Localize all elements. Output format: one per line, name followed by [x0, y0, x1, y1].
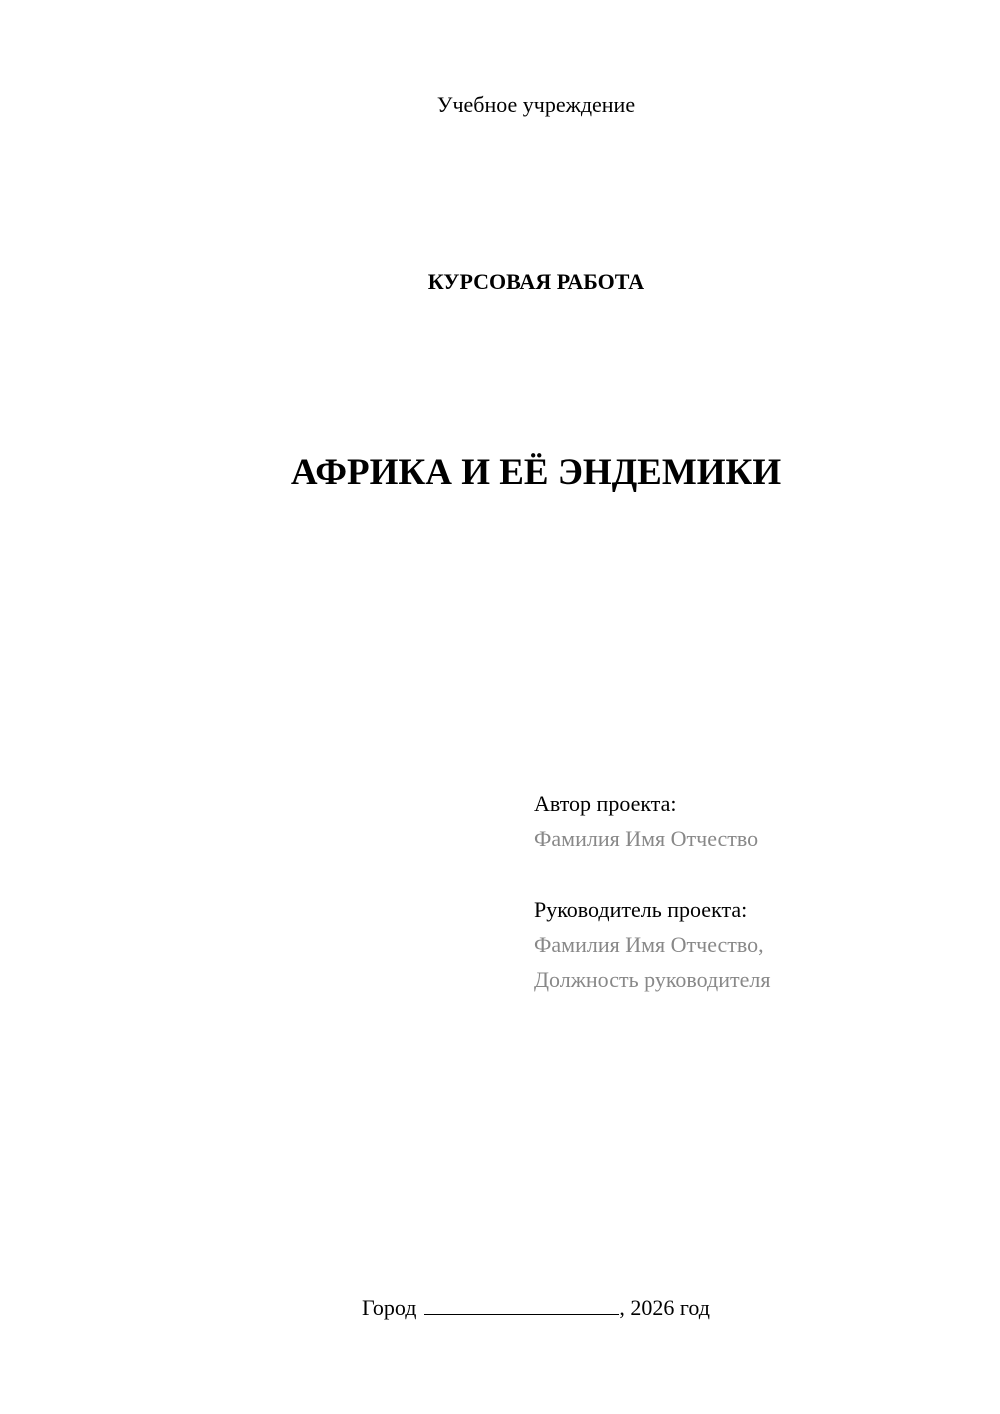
year-text: , 2026 год — [619, 1295, 710, 1320]
work-type-heading: КУРСОВАЯ РАБОТА — [427, 269, 645, 294]
author-label: Автор проекта: — [534, 791, 677, 816]
supervisor-name-placeholder: Фамилия Имя Отчество, — [534, 932, 764, 957]
document-title: АФРИКА И ЕЁ ЭНДЕМИКИ — [290, 452, 782, 493]
institution-name: Учебное учреждение — [436, 92, 636, 117]
author-name-placeholder: Фамилия Имя Отчество — [534, 826, 759, 851]
city-blank-line — [424, 1294, 619, 1315]
city-year-footer — [0, 1294, 1000, 1319]
supervisor-label: Руководитель проекта: — [534, 897, 748, 922]
city-label: Город — [362, 1295, 417, 1320]
supervisor-position-placeholder: Должность руководителя — [534, 967, 771, 992]
